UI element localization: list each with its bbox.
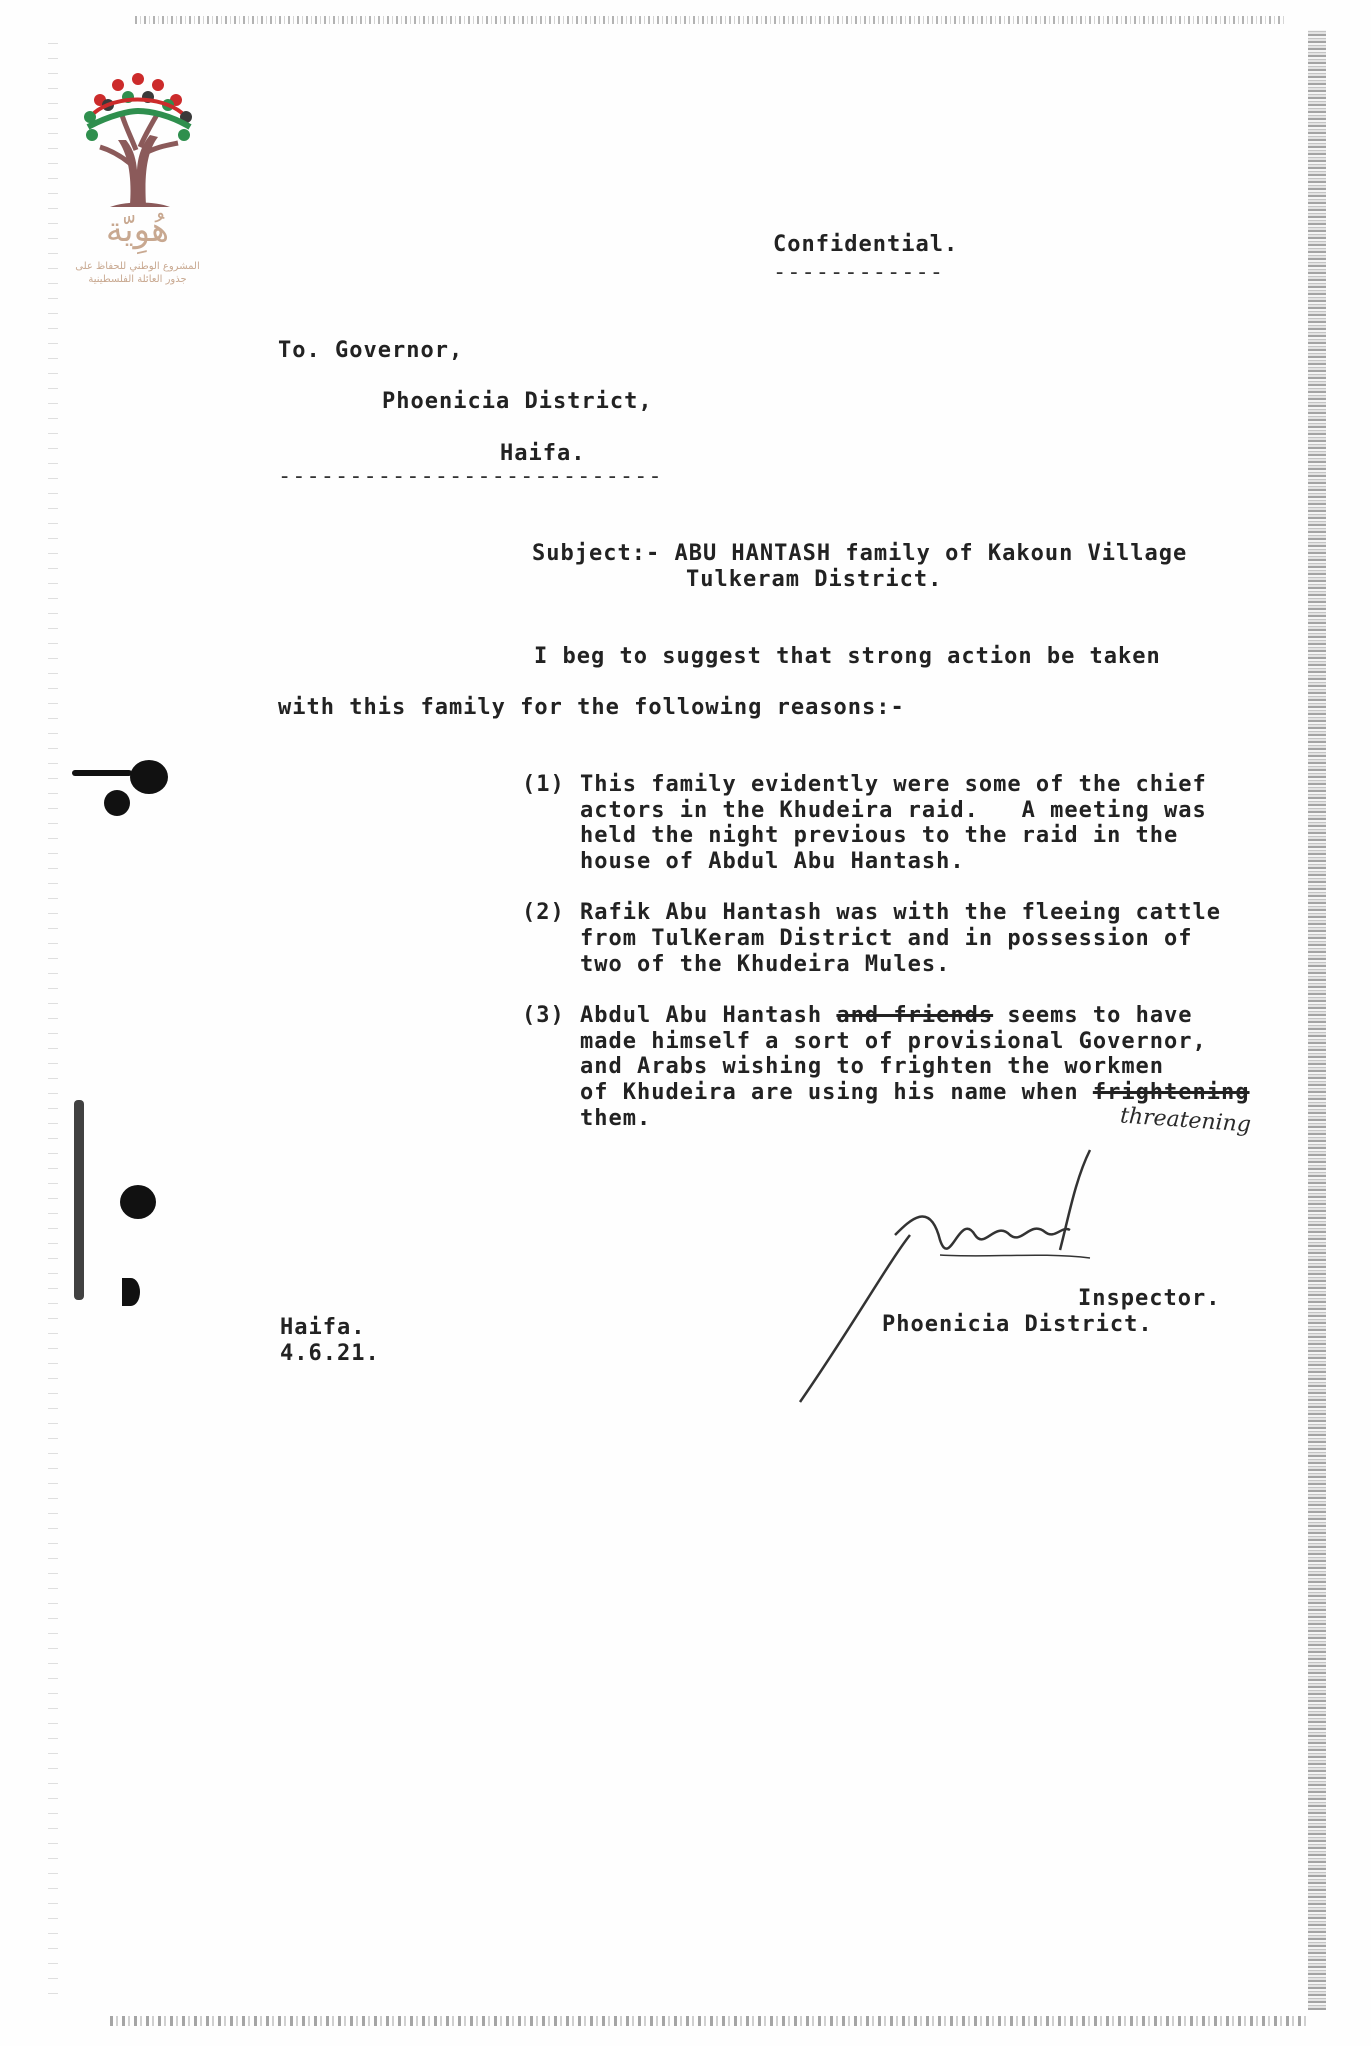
- family-tree-icon: [70, 55, 205, 215]
- reason-1-line: actors in the Khudeira raid. A meeting was: [580, 798, 1207, 823]
- reason-2-line: two of the Khudeira Mules.: [580, 952, 951, 977]
- margin-ink-blot: [122, 1278, 140, 1306]
- margin-ink-mark: [72, 770, 132, 776]
- classification-underline: ------------: [773, 260, 944, 285]
- address-recipient: To. Governor,: [278, 338, 464, 363]
- scan-edge-top: [135, 16, 1285, 24]
- scan-edge-right: [1308, 30, 1326, 2010]
- reason-3-line: and Arabs wishing to frighten the workmen: [580, 1054, 1165, 1079]
- reason-3-line: made himself a sort of provisional Governor,: [580, 1029, 1207, 1054]
- reason-1-line: house of Abdul Abu Hantash.: [580, 849, 965, 874]
- reason-1-line: This family evidently were some of the chief: [580, 772, 1207, 797]
- signature-text: [900, 1218, 904, 1219]
- margin-ink-mark: [74, 1100, 84, 1300]
- margin-ink-blot: [104, 790, 130, 816]
- logo-tagline: المشروع الوطني للحفاظ على جذور العائلة الفلسطينية: [75, 261, 200, 285]
- margin-ink-blot: [120, 1185, 156, 1219]
- margin-ink-blot: [130, 760, 168, 794]
- logo-wordmark: هُوِيّة: [105, 210, 170, 250]
- reason-3-line: them.: [580, 1106, 652, 1131]
- intro-line-2: with this family for the following reasons:-: [278, 695, 905, 720]
- struck-text: frightening: [1092, 1080, 1250, 1105]
- footer-date: 4.6.21.: [280, 1341, 380, 1366]
- intro-line-1: I beg to suggest that strong action be taken: [534, 644, 1161, 669]
- classification-heading: Confidential.: [773, 232, 959, 257]
- signature-title: Inspector.: [1078, 1286, 1221, 1311]
- reason-3-line: Abdul Abu Hantash and friends seems to have: [580, 1003, 1193, 1028]
- subject-line-2: Tulkeram District.: [686, 567, 943, 592]
- subject-line-1: Subject:- ABU HANTASH family of Kakoun Village: [532, 541, 1188, 566]
- reason-1-line: held the night previous to the raid in the: [580, 823, 1179, 848]
- address-city: Haifa.: [500, 441, 586, 466]
- handwritten-correction: threatening: [1119, 1103, 1252, 1138]
- signature-district: Phoenicia District.: [882, 1312, 1153, 1337]
- reason-3-line: of Khudeira are using his name when frightening: [580, 1080, 1250, 1105]
- signature-mark: [790, 1140, 1170, 1410]
- reason-2-line: from TulKeram District and in possession of: [580, 926, 1193, 951]
- reason-3-number: (3): [522, 1003, 565, 1028]
- hawiya-logo: [70, 55, 205, 295]
- footer-place: Haifa.: [280, 1315, 366, 1340]
- address-underline: ---------------------------: [278, 464, 663, 489]
- reason-1-number: (1): [522, 772, 565, 797]
- address-district: Phoenicia District,: [382, 389, 653, 414]
- struck-text: and friends: [836, 1003, 994, 1028]
- reason-2-number: (2): [522, 900, 565, 925]
- scan-edge-bottom: [110, 2016, 1310, 2026]
- reason-2-line: Rafik Abu Hantash was with the fleeing cattle: [580, 900, 1222, 925]
- scan-edge-left: [48, 40, 58, 2000]
